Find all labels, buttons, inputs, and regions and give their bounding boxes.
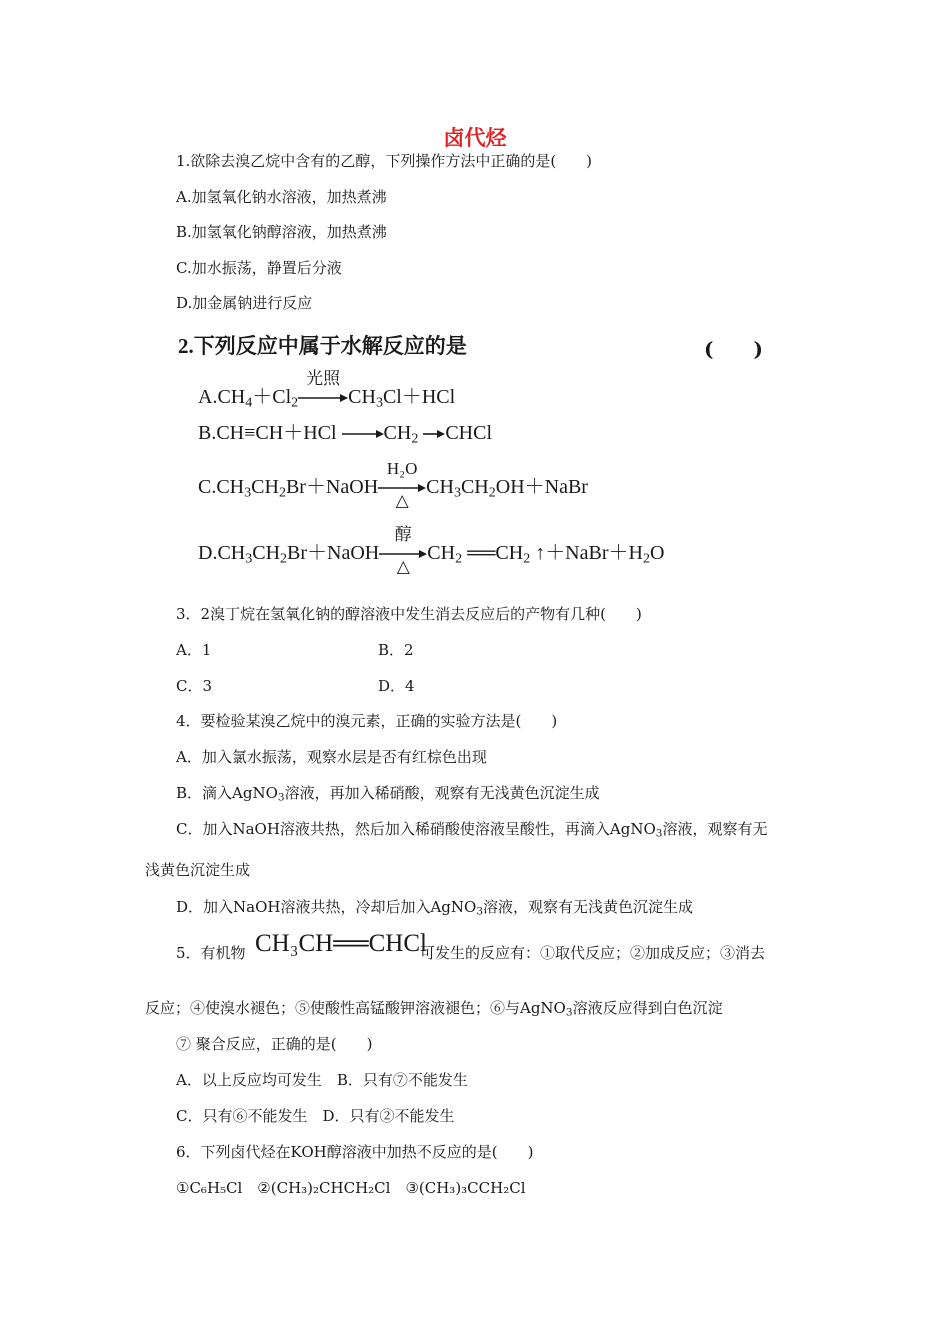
q5-formula: CH₃CH══CHCl [255, 930, 427, 957]
q4-option-a: A．加入氯水振荡，观察水层是否有红棕色出现 [176, 748, 487, 766]
q2-option-a: $A.CH_4+Cl_2$ 光照 $CH_3Cl+HCl$ [198, 369, 456, 411]
q2-answer-paren: ( ) [704, 337, 763, 361]
q2-c-condition-top: H₂O [386, 459, 418, 479]
gas-up-arrow-icon: ↑ [535, 542, 546, 564]
subscript: 3 [655, 827, 663, 840]
q4-b-text-pre: B．滴入AgNO [176, 784, 278, 802]
q3-option-b: B．2 [378, 641, 414, 659]
q2-d-label: D. [198, 542, 218, 564]
q2-stem: 2.下列反应中属于水解反应的是 [178, 334, 467, 358]
q2-d-condition-top: 醇 [394, 525, 412, 545]
q4-c-text-pre: C．加入NaOH溶液共热，然后加入稀硝酸使溶液呈酸性，再滴入AgNO [176, 820, 656, 838]
q4-option-c [176, 819, 768, 839]
q2-option-c: $C.CH_3CH_2Br+NaOH$ H₂O △ $CH_3CH_2OH+NaBr$ [198, 459, 588, 511]
q2-a-label: A. [198, 386, 218, 408]
reaction-arrow-icon [378, 459, 426, 511]
q2-a-condition: 光照 [306, 369, 341, 389]
q4-option-d [176, 897, 693, 917]
q5-stem-pre: 5．有机物 [176, 944, 246, 962]
q2-d-condition-bottom: △ [396, 557, 410, 577]
q4-option-b [176, 783, 600, 803]
reaction-arrow-icon [298, 369, 348, 404]
q5-line2-pre: 反应；④使溴水褪色；⑤使酸性高锰酸钾溶液褪色；⑥与AgNO [145, 999, 566, 1017]
q2-option-b: B.CH≡CH＋HCl $CH_2$ CHCl [198, 422, 493, 447]
q5-stem-post: 可发生的反应有：①取代反应；②加成反应；③消去 [420, 944, 766, 962]
subscript: 3 [565, 1006, 573, 1019]
q3-stem: 3．2溴丁烷在氢氧化钠的醇溶液中发生消去反应后的产物有几种( ) [176, 605, 642, 623]
q4-stem: 4．要检验某溴乙烷中的溴元素，正确的实验方法是( ) [176, 712, 558, 730]
q4-option-c-continued: 浅黄色沉淀生成 [145, 861, 251, 879]
q2-c-condition-bottom: △ [395, 491, 409, 511]
q1-option-c: C.加水振荡，静置后分液 [176, 259, 342, 277]
q5-options-cd: C．只有⑥不能发生 D．只有②不能发生 [176, 1107, 455, 1125]
q4-b-text-post: 溶液，再加入稀硝酸，观察有无浅黄色沉淀生成 [284, 784, 600, 802]
subscript: 3 [476, 905, 484, 918]
q3-option-d: D．4 [378, 677, 415, 695]
q5-stem-line2 [145, 998, 723, 1018]
q3-option-a: A．1 [176, 641, 212, 659]
page-title: 卤代烃 [443, 126, 507, 150]
subscript: 3 [277, 791, 285, 804]
q2-c-label: C. [198, 476, 217, 498]
q4-d-text-pre: D．加入NaOH溶液共热，冷却后加入AgNO [176, 898, 477, 916]
q5-options-ab: A．以上反应均可发生 B．只有⑦不能发生 [176, 1071, 468, 1089]
q1-option-d: D.加金属钠进行反应 [176, 294, 313, 312]
q2-option-d: $D.CH_3CH_2Br+NaOH$ 醇 △ $CH_2$ $══CH_2$ $↑+NaBr+H_2O$ [198, 525, 665, 577]
q6-options: ①C₆H₅Cl ②(CH₃)₂CHCH₂Cl ③(CH₃)₃CCH₂Cl [176, 1179, 526, 1197]
q1-stem: 1.欲除去溴乙烷中含有的乙醇，下列操作方法中正确的是( ) [176, 152, 593, 170]
q6-stem: 6．下列卤代烃在KOH醇溶液中加热不反应的是( ) [176, 1143, 534, 1161]
q1-option-b: B.加氢氧化钠醇溶液，加热煮沸 [176, 223, 387, 241]
reaction-arrow-icon [379, 525, 427, 577]
q2-b-label: B. [198, 422, 217, 444]
bond-arrow-icon [423, 428, 445, 440]
q5-stem-line3: ⑦ 聚合反应，正确的是( ) [176, 1035, 373, 1053]
q3-option-c: C．3 [176, 677, 213, 695]
q4-c-text-post: 溶液，观察有无 [662, 820, 768, 838]
q1-option-a: A.加氢氧化钠水溶液，加热煮沸 [176, 188, 387, 206]
reaction-arrow-icon [342, 428, 384, 440]
q5-line2-post: 溶液反应得到白色沉淀 [572, 999, 723, 1017]
q4-d-text-post: 溶液，观察有无浅黄色沉淀生成 [483, 898, 694, 916]
